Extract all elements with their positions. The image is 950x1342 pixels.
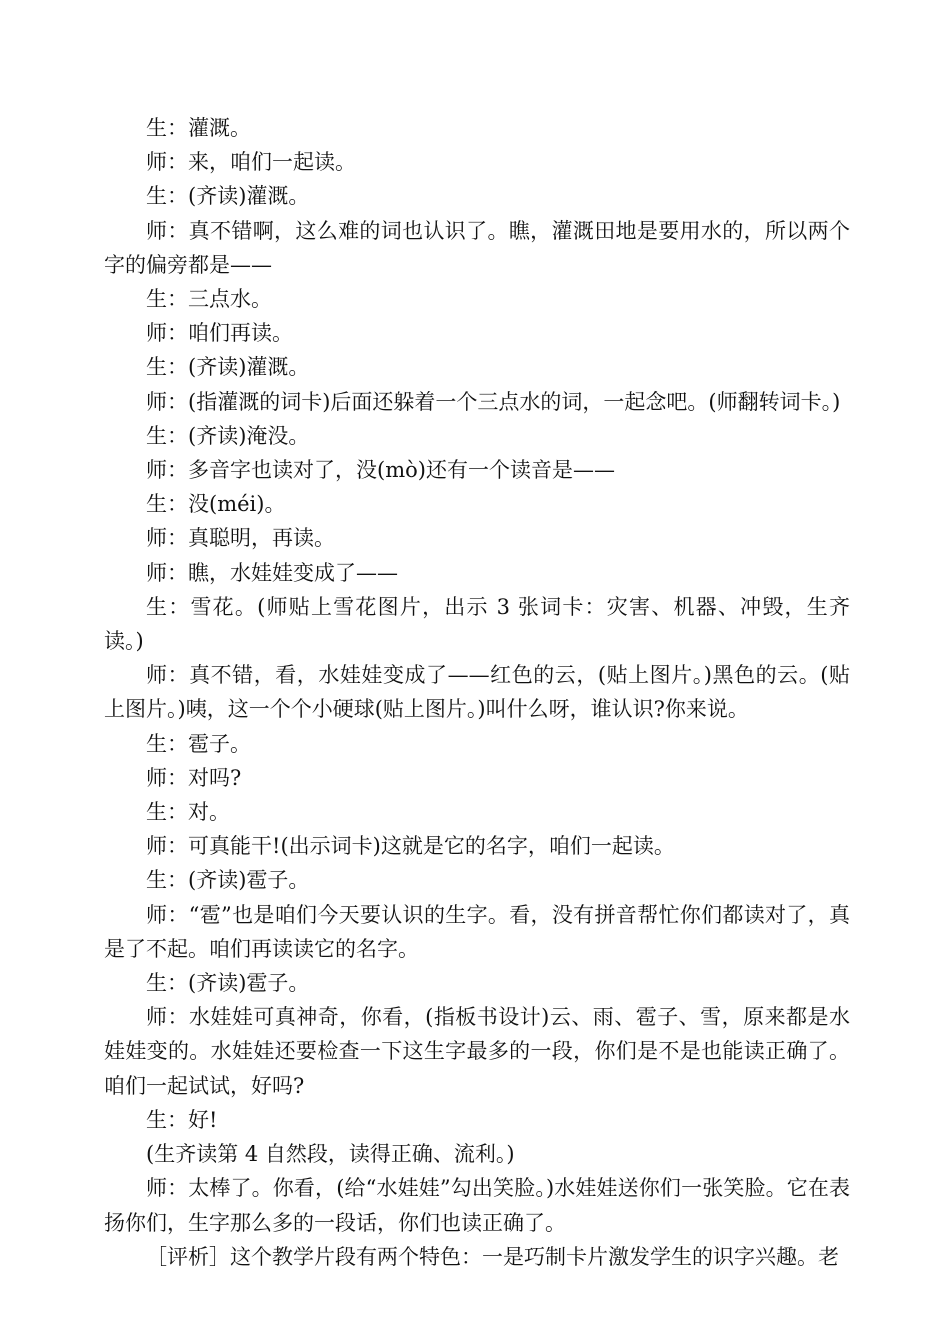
lesson-transcript <box>104 111 850 1274</box>
transcript-paragraph: 生：(齐读)灌溉。 <box>146 184 310 209</box>
transcript-paragraph: 师：咱们再读。 <box>146 321 293 346</box>
transcript-paragraph: 生：雪花。(师贴上雪花图片，出示 3 张词卡：灾害、机器、冲毁，生齐读。) <box>104 594 850 654</box>
transcript-paragraph: 生：对。 <box>146 800 230 825</box>
transcript-paragraph: 生：没(méi)。 <box>146 492 286 517</box>
transcript-paragraph: 师：瞧，水娃娃变成了—— <box>146 560 398 585</box>
transcript-paragraph: 师：真不错，看，水娃娃变成了——红色的云，(贴上图片。)黑色的云。(贴上图片。)咦，这一个个小硬球(贴上图片。)叫什么呀，谁认识?你来说。 <box>104 663 850 722</box>
transcript-paragraph: 生：雹子。 <box>146 731 251 756</box>
transcript-paragraph: 师：真不错啊，这么难的词也认识了。瞧，灌溉田地是要用水的，所以两个字的偏旁都是—— <box>104 218 850 277</box>
transcript-paragraph: 生：三点水。 <box>146 287 272 312</box>
commentary-paragraph: ［评析］这个教学片段有两个特色：一是巧制卡片激发学生的识字兴趣。老 <box>146 1244 839 1269</box>
transcript-paragraph: 生：灌溉。 <box>146 116 251 140</box>
transcript-paragraph: 师：真聪明，再读。 <box>146 526 335 551</box>
transcript-paragraph: 师：多音字也读对了，没(mò)还有一个读音是—— <box>146 458 615 483</box>
transcript-paragraph: 师：(指灌溉的词卡)后面还躲着一个三点水的词，一起念吧。(师翻转词卡。) <box>146 389 841 414</box>
transcript-paragraph: 师：对吗? <box>146 765 242 790</box>
transcript-paragraph: 师：可真能干!(出示词卡)这就是它的名字，咱们一起读。 <box>146 834 675 859</box>
transcript-paragraph: 生：(齐读)淹没。 <box>146 423 310 448</box>
transcript-paragraph: 师：太棒了。你看，(给“水娃娃”勾出笑脸。)水娃娃送你们一张笑脸。它在表扬你们，生字那么多的一段话，你们也读正确了。 <box>104 1176 850 1235</box>
transcript-paragraph: (生齐读第 4 自然段，读得正确、流利。) <box>146 1142 515 1167</box>
transcript-paragraph: 师：来，咱们一起读。 <box>146 150 356 175</box>
transcript-paragraph: 师：“雹”也是咱们今天要认识的生字。看，没有拼音帮忙你们都读对了，真是了不起。咱们再读读它的名字。 <box>104 902 850 961</box>
transcript-paragraph: 生：好! <box>146 1107 218 1132</box>
transcript-paragraph: 生：(齐读)雹子。 <box>146 971 310 996</box>
transcript-paragraph: 生：(齐读)灌溉。 <box>146 355 310 380</box>
transcript-paragraph: 生：(齐读)雹子。 <box>146 868 310 893</box>
transcript-paragraph: 师：水娃娃可真神奇，你看，(指板书设计)云、雨、雹子、雪，原来都是水娃娃变的。水娃娃还要检查一下这生字最多的一段，你们是不是也能读正确了。咱们一起试试，好吗? <box>104 1005 850 1098</box>
